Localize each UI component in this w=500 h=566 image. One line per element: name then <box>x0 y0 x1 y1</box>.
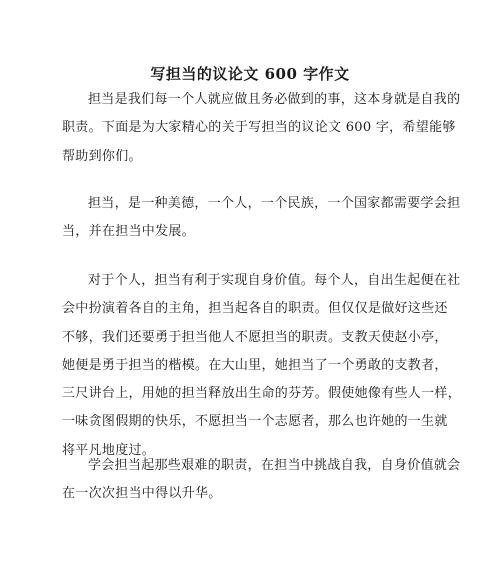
paragraph-line: 在一次次担当中得以升华。 <box>62 486 222 502</box>
paragraph-line: 担当是我们每一个人就应做且务必做到的事，这本身就是自我的 <box>88 92 461 107</box>
paragraph-line: 一味贪图假期的快乐，不愿担当一个志愿者，那么也许她的一生就 <box>62 414 448 430</box>
paragraph-line: 会中扮演着各自的主角，担当起各自的职责。但仅仅是做好这些还 <box>62 301 448 317</box>
paragraph-individual <box>62 267 462 465</box>
document-title: 写担当的议论文 600 字作文 <box>150 65 350 83</box>
paragraph-line: 三尺讲台上，用她的担当释放出生命的芬芳。假使她像有些人一样， <box>62 386 462 402</box>
paragraph-line: 职责。下面是为大家精心的关于写担当的议论文 600 字，希望能够 <box>62 120 456 136</box>
paragraph-line: 学会担当起那些艰难的职责，在担当中挑战自我，自身价值就会 <box>88 458 461 473</box>
paragraph-line: 她便是勇于担当的楷模。在大山里，她担当了一个勇敢的支教者， <box>62 357 448 373</box>
paragraph-intro <box>62 86 461 171</box>
paragraph-line: 不够，我们还要勇于担当他人不愿担当的职责。支教天使赵小亭， <box>62 329 448 345</box>
paragraph-conclusion <box>62 452 461 509</box>
paragraph-line: 担当，是一种美德，一个人，一个民族，一个国家都需要学会担 <box>88 196 461 211</box>
paragraph-line: 对于个人，担当有利于实现自身价值。每个人，自出生起便在社 <box>88 273 461 288</box>
paragraph-line: 将平凡地度过。 <box>62 442 156 458</box>
paragraph-line: 当，并在担当中发展。 <box>62 224 196 240</box>
paragraph-definition <box>62 190 461 247</box>
paragraph-line: 帮助到你们。 <box>62 148 142 164</box>
